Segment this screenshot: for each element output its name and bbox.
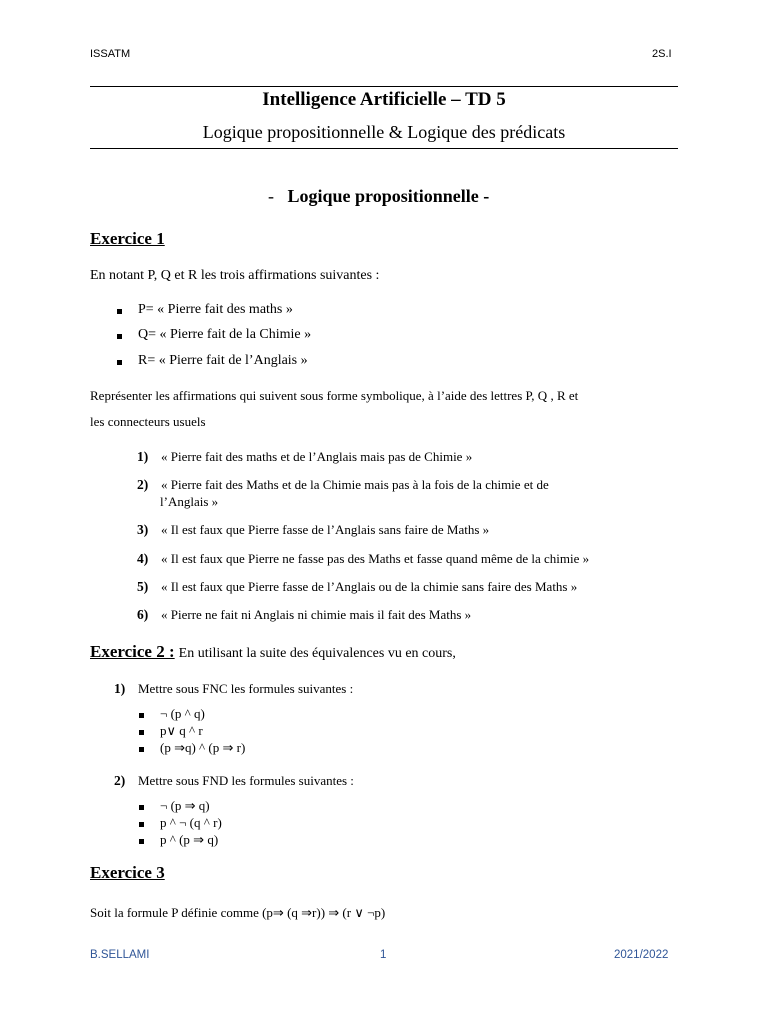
formula: ¬ (p ^ q)	[160, 706, 205, 721]
footer-author: B.SELLAMI	[90, 949, 150, 961]
question-1-label: Mettre sous FNC les formules suivantes :	[138, 681, 354, 696]
exercise-1-intro: En notant P, Q et R les trois affirmations suivantes :	[90, 268, 380, 283]
exercise-3-heading: Exercice 3	[90, 863, 165, 882]
doc-title: Intelligence Artificielle – TD 5	[262, 89, 506, 110]
formula: (p ⇒q) ^ (p ⇒ r)	[160, 740, 246, 755]
formula: p ^ (p ⇒ q)	[160, 832, 219, 847]
item-text: « Pierre fait des Maths et de la Chimie mais pas à la fois de la chimie et de	[161, 477, 549, 492]
exercise-3-text: Soit la formule P définie comme (p⇒ (q ⇒r)) ⇒ (r ∨ ¬p)	[90, 905, 386, 920]
section-label: Logique propositionnelle -	[287, 186, 490, 206]
definition-q: Q= « Pierre fait de la Chimie »	[138, 327, 312, 342]
bullet-icon	[139, 805, 144, 810]
item-number: 1)	[137, 449, 149, 464]
item-number: 6)	[137, 607, 149, 622]
doc-subtitle: Logique propositionnelle & Logique des prédicats	[202, 122, 566, 142]
item-text: « Il est faux que Pierre fasse de l’Anglais sans faire de Maths »	[161, 522, 490, 537]
exercise-1-instruction-line2: les connecteurs usuels	[90, 414, 206, 429]
item-number: 5)	[137, 579, 149, 594]
definition-p: P= « Pierre fait des maths »	[138, 302, 293, 317]
exercise-2-intro: En utilisant la suite des équivalences vu en cours,	[178, 646, 456, 661]
bullet-icon	[117, 360, 122, 365]
item-text-continued: l’Anglais »	[160, 494, 219, 509]
section-title	[268, 186, 489, 207]
bullet-icon	[117, 334, 122, 339]
formula: ¬ (p ⇒ q)	[160, 798, 210, 813]
exercise-2-heading-row	[90, 642, 456, 662]
bullet-icon	[139, 747, 144, 752]
bullet-icon	[139, 822, 144, 827]
definition-r: R= « Pierre fait de l’Anglais »	[138, 353, 308, 368]
header-class: 2S.I	[652, 48, 672, 60]
bullet-icon	[139, 713, 144, 718]
item-number: 2)	[137, 477, 149, 492]
bullet-icon	[117, 309, 122, 314]
header-institution: ISSATM	[90, 48, 131, 60]
question-number: 2)	[114, 773, 126, 788]
exercise-2-heading: Exercice 2 :	[90, 642, 175, 661]
item-number: 3)	[137, 522, 149, 537]
item-text: « Pierre ne fait ni Anglais ni chimie mais il fait des Maths »	[161, 607, 472, 622]
page-number: 1	[380, 949, 387, 961]
section-dash: -	[268, 186, 274, 206]
bullet-icon	[139, 839, 144, 844]
bullet-icon	[139, 730, 144, 735]
footer-year: 2021/2022	[614, 949, 669, 961]
item-text: « Il est faux que Pierre ne fasse pas des Maths et fasse quand même de la chimie »	[161, 551, 590, 566]
exercise-1-instruction-line1: Représenter les affirmations qui suivent sous forme symbolique, à l’aide des lettres P, Q , R et	[90, 388, 579, 403]
item-text: « Pierre fait des maths et de l’Anglais mais pas de Chimie »	[161, 449, 473, 464]
question-number: 1)	[114, 681, 126, 696]
exercise-1-heading: Exercice 1	[90, 229, 165, 248]
item-text: « Il est faux que Pierre fasse de l’Anglais ou de la chimie sans faire des Maths »	[161, 579, 578, 594]
question-2-label: Mettre sous FND les formules suivantes :	[138, 773, 354, 788]
bottom-rule	[90, 148, 678, 149]
top-rule	[90, 86, 678, 87]
formula: p∨ q ^ r	[160, 723, 203, 738]
item-number: 4)	[137, 551, 149, 566]
formula: p ^ ¬ (q ^ r)	[160, 815, 222, 830]
